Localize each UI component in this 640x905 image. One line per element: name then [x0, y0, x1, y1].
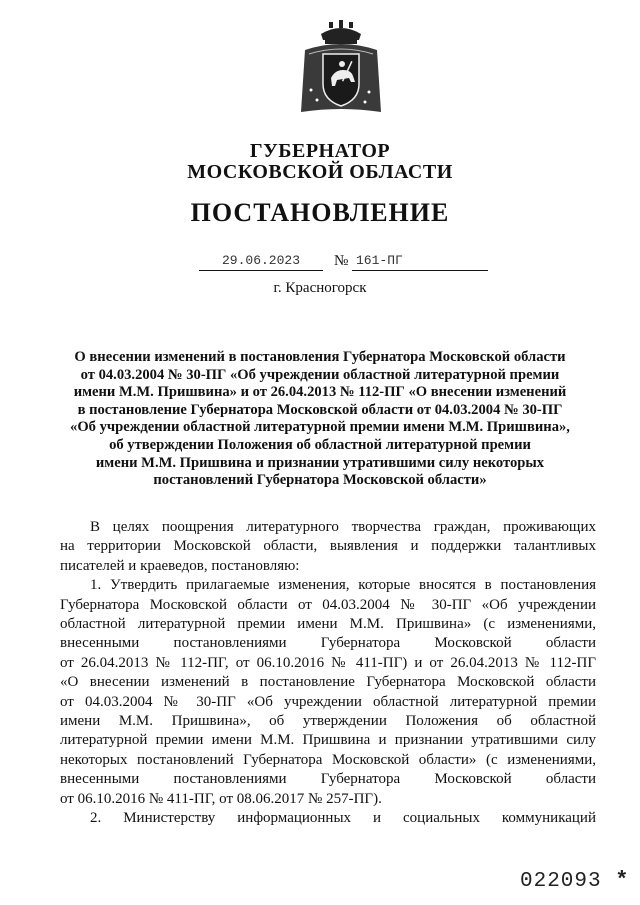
body-line: от 26.04.2013 № 112-ПГ, от 06.10.2016 № 411-ПГ) и от 26.04.2013 № 112-ПГ	[60, 654, 596, 671]
coat-of-arms-emblem	[295, 20, 387, 116]
body-line: писателей и краеведов, постановляю:	[60, 557, 300, 574]
title-line: «Об учреждении областной литературной премии имени М.М. Пришвина»,	[70, 419, 570, 436]
title-line: имени М.М. Пришвина и признании утратившими силу некоторых	[95, 454, 545, 471]
body-line: от 06.10.2016 № 411-ПГ, от 08.06.2017 № 257-ПГ).	[60, 790, 382, 807]
title-line: постановлений Губернатора Московской области»	[153, 472, 487, 489]
title-line: О внесении изменений в постановления Губернатора Московской области	[74, 349, 566, 365]
number-sign: №	[334, 253, 349, 269]
decree-number: 161-ПГ	[352, 252, 488, 271]
body-line: литературной премии имени М.М. Пришвина и признании утратившими силу	[60, 732, 596, 749]
document-type-heading: ПОСТАНОВЛЕНИЕ	[190, 198, 450, 227]
decree-title	[60, 349, 580, 490]
title-line: имени М.М. Пришвина» и от 26.04.2013 № 112-ПГ «О внесении изменений	[73, 384, 567, 401]
body-line: 2. Министерству информационных и социальных коммуникаций	[90, 810, 596, 827]
body-line: внесенными постановлениями Губернатора Московской области	[60, 771, 596, 788]
body-line: на территории Московской области, выявления и поддержки талантливых	[60, 538, 596, 555]
authority-name-line1: ГУБЕРНАТОР	[249, 140, 391, 162]
serial-number: 022093	[520, 870, 602, 893]
body-line: от 04.03.2004 № 30-ПГ «Об учреждении областной литературной премии	[60, 693, 596, 710]
title-line: от 04.03.2004 № 30-ПГ «Об учреждении областной литературной премии	[80, 366, 560, 383]
body-line: Губернатора Московской области от 04.03.2004 № 30-ПГ «Об учреждении	[60, 596, 596, 613]
body-line: некоторых постановлений Губернатора Московской области» (с изменениями,	[60, 751, 596, 768]
title-line: об утверждении Положения об областной литературной премии	[109, 436, 531, 453]
body-line: внесенными постановлениями Губернатора Московской области	[60, 635, 596, 652]
title-line: в постановление Губернатора Московской области от 04.03.2004 № 30-ПГ	[77, 401, 563, 418]
date-number-line	[0, 252, 640, 274]
body-line: имени М.М. Пришвина», об утверждении Положения об областной	[60, 713, 596, 730]
body-line: 1. Утвердить прилагаемые изменения, которые вносятся в постановления	[90, 577, 596, 594]
serial-number-stamp	[520, 868, 629, 893]
body-line: областной литературной премии имени М.М. Пришвина» (с изменениями,	[60, 616, 596, 633]
star-mark: *	[615, 868, 630, 893]
decree-date: 29.06.2023	[199, 252, 323, 271]
body-line: «О внесении изменений в постановление Губернатора Московской области	[60, 674, 596, 691]
body-line: В целях поощрения литературного творчества граждан, проживающих	[90, 519, 596, 535]
place-of-issue: г. Красногорск	[273, 280, 367, 296]
decree-body	[60, 518, 596, 829]
authority-name-line2: МОСКОВСКОЙ ОБЛАСТИ	[187, 161, 453, 183]
